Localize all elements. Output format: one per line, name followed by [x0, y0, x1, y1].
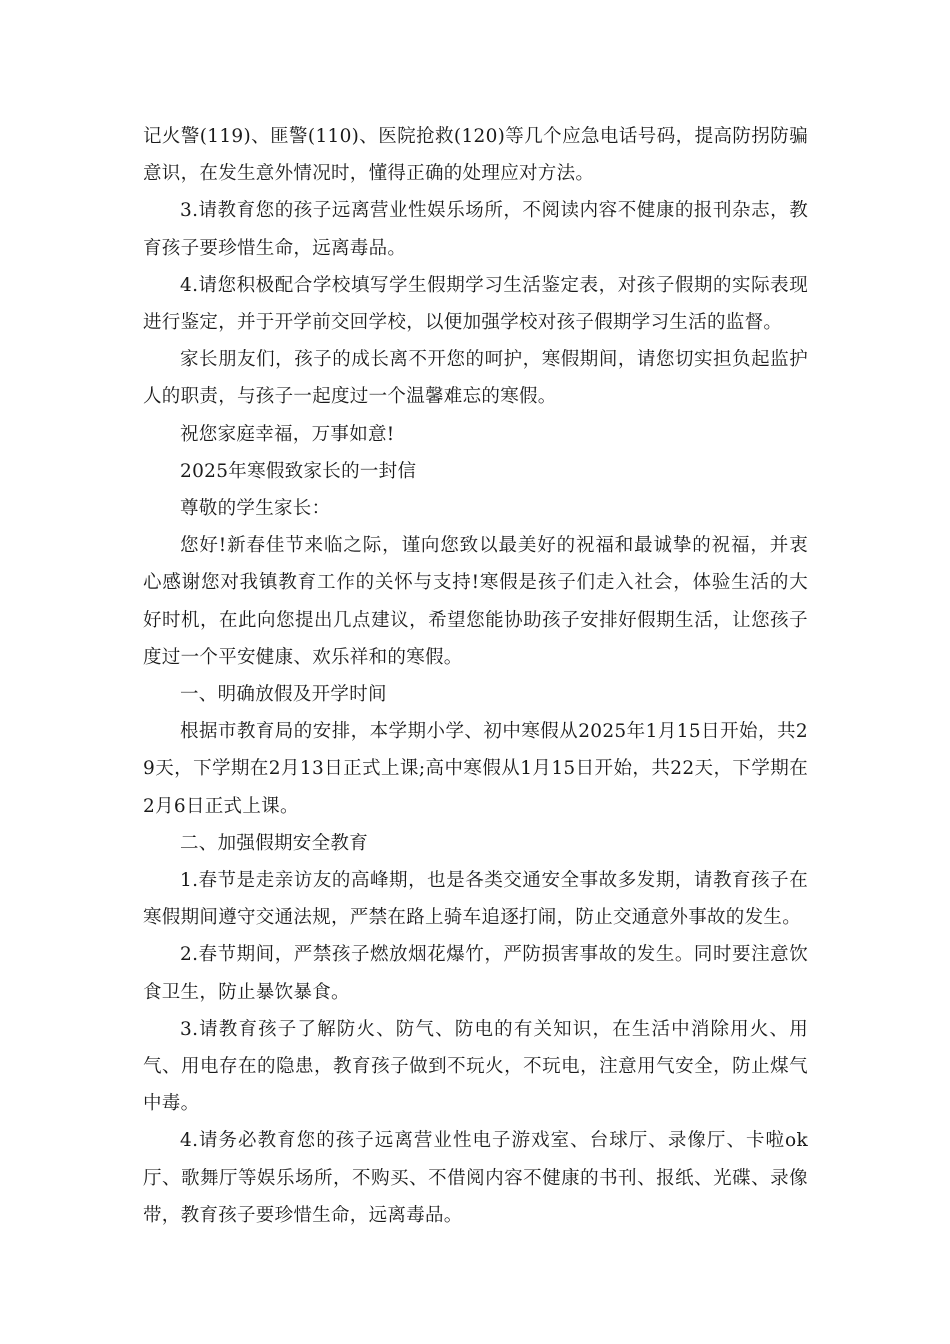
section-heading-holiday-dates: 一、明确放假及开学时间: [180, 684, 387, 706]
letter-title: 2025年寒假致家长的一封信: [180, 460, 417, 482]
paragraph-safety-item-2: 2.春节期间，严禁孩子燃放烟花爆竹，严防损害事故的发生。同时要注意饮食卫生，防止暴饮暴食。: [143, 944, 808, 1003]
paragraph-holiday-schedule: 根据市教育局的安排，本学期小学、初中寒假从2025年1月15日开始，共29天，下学期在2月13日正式上课;高中寒假从1月15日开始，共22天，下学期在2月6日正式上课。: [143, 721, 808, 817]
paragraph-item-4-evaluation-form: 4.请您积极配合学校填写学生假期学习生活鉴定表，对孩子假期的实际表现进行鉴定，并于开学前交回学校，以便加强学校对孩子假期学习生活的监督。: [143, 274, 808, 334]
paragraph-continuation: 记火警(119)、匪警(110)、医院抢救(120)等几个应急电话号码，提高防拐防骗意识，在发生意外情况时，懂得正确的处理应对方法。: [143, 126, 808, 185]
paragraph-greeting: 您好!新春佳节来临之际，谨向您致以最美好的祝福和最诚挚的祝福，并衷心感谢您对我镇教育工作的关怀与支持!寒假是孩子们走入社会，体验生活的大好时机，在此向您提出几点建议，希望您能协助孩子安排好假期生活，让您孩子度过一个平安健康、欢乐祥和的寒假。: [143, 535, 808, 668]
paragraph-blessing: 祝您家庭幸福，万事如意!: [180, 423, 395, 445]
section-heading-safety-education: 二、加强假期安全教育: [180, 832, 369, 854]
document-body: [143, 118, 808, 1234]
paragraph-safety-item-1: 1.春节是走亲访友的高峰期，也是各类交通安全事故多发期，请教育孩子在寒假期间遵守交通法规，严禁在路上骑车追逐打闹，防止交通意外事故的发生。: [143, 870, 808, 929]
paragraph-closing-appeal: 家长朋友们，孩子的成长离不开您的呵护，寒假期间，请您切实担负起监护人的职责，与孩子一起度过一个温馨难忘的寒假。: [143, 349, 808, 408]
paragraph-item-3-entertainment: 3.请教育您的孩子远离营业性娱乐场所，不阅读内容不健康的报刊杂志，教育孩子要珍惜生命，远离毒品。: [143, 200, 808, 259]
letter-salutation: 尊敬的学生家长：: [180, 498, 331, 520]
paragraph-safety-item-3: 3.请教育孩子了解防火、防气、防电的有关知识，在生活中消除用火、用气、用电存在的隐患，教育孩子做到不玩火，不玩电，注意用气安全，防止煤气中毒。: [143, 1018, 808, 1115]
paragraph-safety-item-4: 4.请务必教育您的孩子远离营业性电子游戏室、台球厅、录像厅、卡啦ok厅、歌舞厅等娱乐场所，不购买、不借阅内容不健康的书刊、报纸、光碟、录像带，教育孩子要珍惜生命，远离毒品。: [143, 1130, 808, 1226]
